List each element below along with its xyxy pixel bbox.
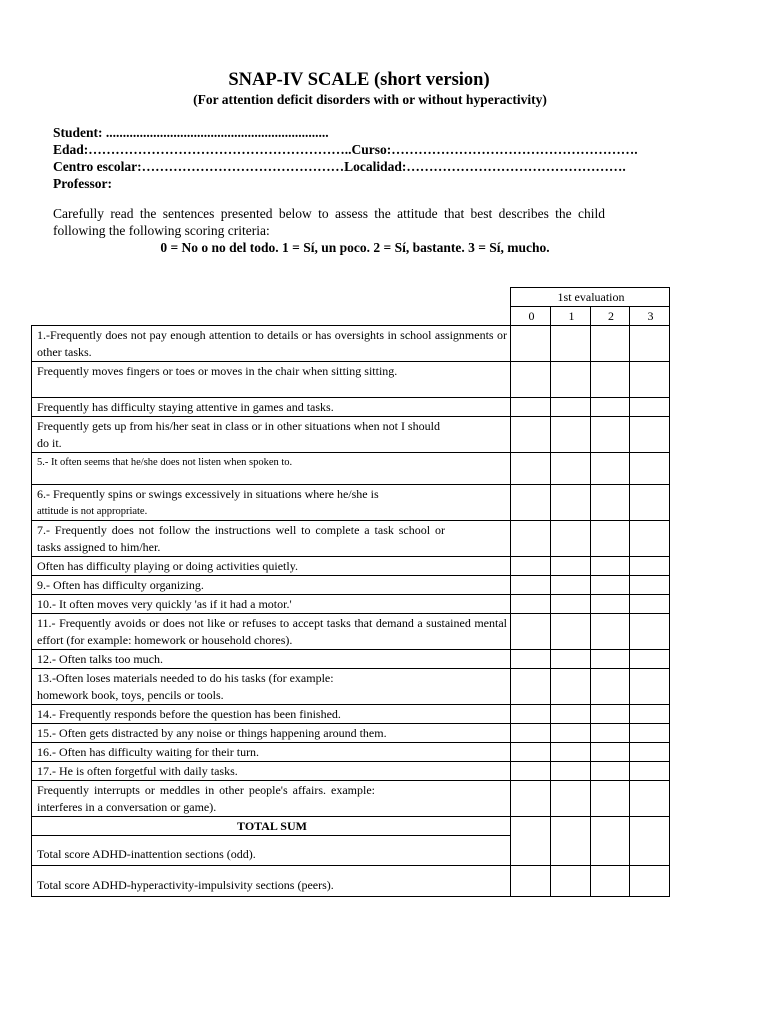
item-4: Frequently gets up from his/her seat in class or in other situations when not I should do it. <box>32 417 511 453</box>
score-cell[interactable] <box>591 614 630 650</box>
score-cell[interactable] <box>551 705 591 724</box>
score-cell[interactable] <box>511 743 551 762</box>
score-col-0: 0 <box>511 307 551 326</box>
score-cell[interactable] <box>551 417 591 453</box>
item-3: Frequently has difficulty staying attentive in games and tasks. <box>32 398 511 417</box>
score-cell[interactable] <box>630 576 670 595</box>
score-cell[interactable] <box>591 866 630 897</box>
item-13-line-2: homework book, toys, pencils or tools. <box>37 688 224 702</box>
score-cell[interactable] <box>511 595 551 614</box>
score-cell[interactable] <box>630 669 670 705</box>
snap-iv-table <box>31 287 670 897</box>
table-row <box>32 485 670 521</box>
score-cell[interactable] <box>630 417 670 453</box>
score-cell[interactable] <box>591 781 630 817</box>
scoring-criteria: 0 = No o no del todo. 1 = Sí, un poco. 2 = Sí, bastante. 3 = Sí, mucho. <box>160 240 550 255</box>
score-cell[interactable] <box>591 817 630 866</box>
score-cell[interactable] <box>511 485 551 521</box>
evaluation-header: 1st evaluation <box>511 288 670 307</box>
score-cell[interactable] <box>591 650 630 669</box>
page-title: SNAP-IV SCALE (short version) <box>228 70 490 90</box>
score-cell[interactable] <box>511 724 551 743</box>
score-cell[interactable] <box>591 362 630 398</box>
score-cell[interactable] <box>630 705 670 724</box>
score-cell[interactable] <box>591 669 630 705</box>
score-cell[interactable] <box>591 705 630 724</box>
score-cell[interactable] <box>511 762 551 781</box>
score-cell[interactable] <box>591 398 630 417</box>
table-row <box>32 521 670 557</box>
score-cell[interactable] <box>551 817 591 866</box>
score-cell[interactable] <box>511 521 551 557</box>
total-hyperactivity-label: Total score ADHD-hyperactivity-impulsivity sections (peers). <box>32 866 511 897</box>
item-2: Frequently moves fingers or toes or moves in the chair when sitting sitting. <box>32 362 511 398</box>
table-row <box>32 326 670 362</box>
score-cell[interactable] <box>591 762 630 781</box>
score-cell[interactable] <box>511 557 551 576</box>
item-14: 14.- Frequently responds before the question has been finished. <box>32 705 511 724</box>
score-cell[interactable] <box>551 650 591 669</box>
total-inattention-label: Total score ADHD-inattention sections (odd). <box>32 836 511 866</box>
item-15: 15.- Often gets distracted by any noise or things happening around them. <box>32 724 511 743</box>
item-7: 7.- Frequently does not follow the instructions well to complete a task school or tasks assigned to him/her. <box>32 521 511 557</box>
score-cell[interactable] <box>511 650 551 669</box>
item-6-line-2: attitude is not appropriate. <box>37 506 148 517</box>
score-cell[interactable] <box>551 614 591 650</box>
score-cell[interactable] <box>511 362 551 398</box>
item-8: Often has difficulty playing or doing activities quietly. <box>32 557 511 576</box>
score-cell[interactable] <box>511 705 551 724</box>
table-row <box>32 743 670 762</box>
score-cell[interactable] <box>551 724 591 743</box>
total-sum-label: TOTAL SUM <box>32 817 511 836</box>
item-13-line-1: 13.-Often loses materials needed to do his tasks (for example: <box>37 671 334 685</box>
score-cell[interactable] <box>630 557 670 576</box>
instructions-text: Carefully read the sentences presented below to assess the attitude that best describes the child following the following scoring criteria: <box>53 206 605 238</box>
score-cell[interactable] <box>511 398 551 417</box>
score-cell[interactable] <box>591 453 630 485</box>
score-cell[interactable] <box>630 724 670 743</box>
item-13 <box>32 669 511 705</box>
score-cell[interactable] <box>630 866 670 897</box>
item-12: 12.- Often talks too much. <box>32 650 511 669</box>
score-cell[interactable] <box>551 781 591 817</box>
score-col-3: 3 <box>630 307 670 326</box>
score-col-2: 2 <box>591 307 630 326</box>
score-cell[interactable] <box>551 595 591 614</box>
score-cell[interactable] <box>551 669 591 705</box>
score-cell[interactable] <box>630 743 670 762</box>
score-cell[interactable] <box>511 576 551 595</box>
score-cell[interactable] <box>591 743 630 762</box>
score-cell[interactable] <box>591 485 630 521</box>
table-row <box>32 595 670 614</box>
centro-localidad-field[interactable]: Centro escolar:………………………………………Localidad:…………………………………………. <box>53 159 626 174</box>
item-11: 11.- Frequently avoids or does not like or refuses to accept tasks that demand a sustained mental effort (for example: homework or household chores). <box>32 614 511 650</box>
score-cell[interactable] <box>630 614 670 650</box>
table-row <box>32 781 670 817</box>
score-cell[interactable] <box>630 485 670 521</box>
table-row <box>32 398 670 417</box>
professor-field[interactable]: Professor: <box>53 176 112 191</box>
score-cell[interactable] <box>591 724 630 743</box>
score-cell[interactable] <box>551 453 591 485</box>
page-subtitle: (For attention deficit disorders with or without hyperactivity) <box>193 92 547 107</box>
score-cell[interactable] <box>511 781 551 817</box>
table-row <box>32 362 670 398</box>
score-cell[interactable] <box>551 743 591 762</box>
score-cell[interactable] <box>630 398 670 417</box>
student-info-fields <box>53 124 703 192</box>
score-cell[interactable] <box>551 762 591 781</box>
score-cell[interactable] <box>551 485 591 521</box>
score-cell[interactable] <box>551 557 591 576</box>
score-cell[interactable] <box>551 398 591 417</box>
item-1: 1.-Frequently does not pay enough attention to details or has oversights in school assignments or other tasks. <box>32 326 511 362</box>
score-cell[interactable] <box>630 521 670 557</box>
score-cell[interactable] <box>591 326 630 362</box>
score-cell[interactable] <box>630 453 670 485</box>
score-cell[interactable] <box>511 614 551 650</box>
table-row <box>32 557 670 576</box>
table-row <box>32 650 670 669</box>
header-blank <box>32 288 511 326</box>
score-cell[interactable] <box>630 595 670 614</box>
score-cell[interactable] <box>630 650 670 669</box>
score-cell[interactable] <box>511 817 551 866</box>
score-cell[interactable] <box>551 576 591 595</box>
score-cell[interactable] <box>551 362 591 398</box>
table-row <box>32 705 670 724</box>
score-cell[interactable] <box>630 362 670 398</box>
edad-curso-field[interactable]: Edad:…………………………………………………..Curso:………………………………………………. <box>53 142 638 157</box>
item-6-line-1: 6.- Frequently spins or swings excessively in situations where he/she is <box>37 487 379 501</box>
table-row <box>32 817 670 836</box>
score-cell[interactable] <box>630 781 670 817</box>
table-row <box>32 576 670 595</box>
score-col-1: 1 <box>551 307 591 326</box>
score-cell[interactable] <box>511 866 551 897</box>
table-row <box>32 453 670 485</box>
score-cell[interactable] <box>591 521 630 557</box>
score-cell[interactable] <box>630 817 670 866</box>
score-cell[interactable] <box>591 417 630 453</box>
score-cell[interactable] <box>630 326 670 362</box>
score-cell[interactable] <box>551 866 591 897</box>
item-5: 5.- It often seems that he/she does not listen when spoken to. <box>32 453 511 485</box>
score-cell[interactable] <box>551 326 591 362</box>
item-16: 16.- Often has difficulty waiting for their turn. <box>32 743 511 762</box>
table-row <box>32 417 670 453</box>
item-18: Frequently interrupts or meddles in other people's affairs. example: interferes in a conversation or game). <box>32 781 511 817</box>
table-row <box>32 724 670 743</box>
item-6 <box>32 485 511 521</box>
item-9: 9.- Often has difficulty organizing. <box>32 576 511 595</box>
item-10: 10.- It often moves very quickly 'as if it had a motor.' <box>32 595 511 614</box>
table-row <box>32 669 670 705</box>
score-cell[interactable] <box>511 669 551 705</box>
item-17: 17.- He is often forgetful with daily tasks. <box>32 762 511 781</box>
table-row <box>32 762 670 781</box>
score-cell[interactable] <box>511 326 551 362</box>
score-cell[interactable] <box>630 762 670 781</box>
score-cell[interactable] <box>551 521 591 557</box>
score-cell[interactable] <box>591 576 630 595</box>
score-cell[interactable] <box>511 417 551 453</box>
student-field[interactable]: Student: .................................................................. <box>53 125 329 140</box>
score-cell[interactable] <box>511 453 551 485</box>
table-row <box>32 614 670 650</box>
score-cell[interactable] <box>591 595 630 614</box>
table-row <box>32 866 670 897</box>
score-cell[interactable] <box>591 557 630 576</box>
